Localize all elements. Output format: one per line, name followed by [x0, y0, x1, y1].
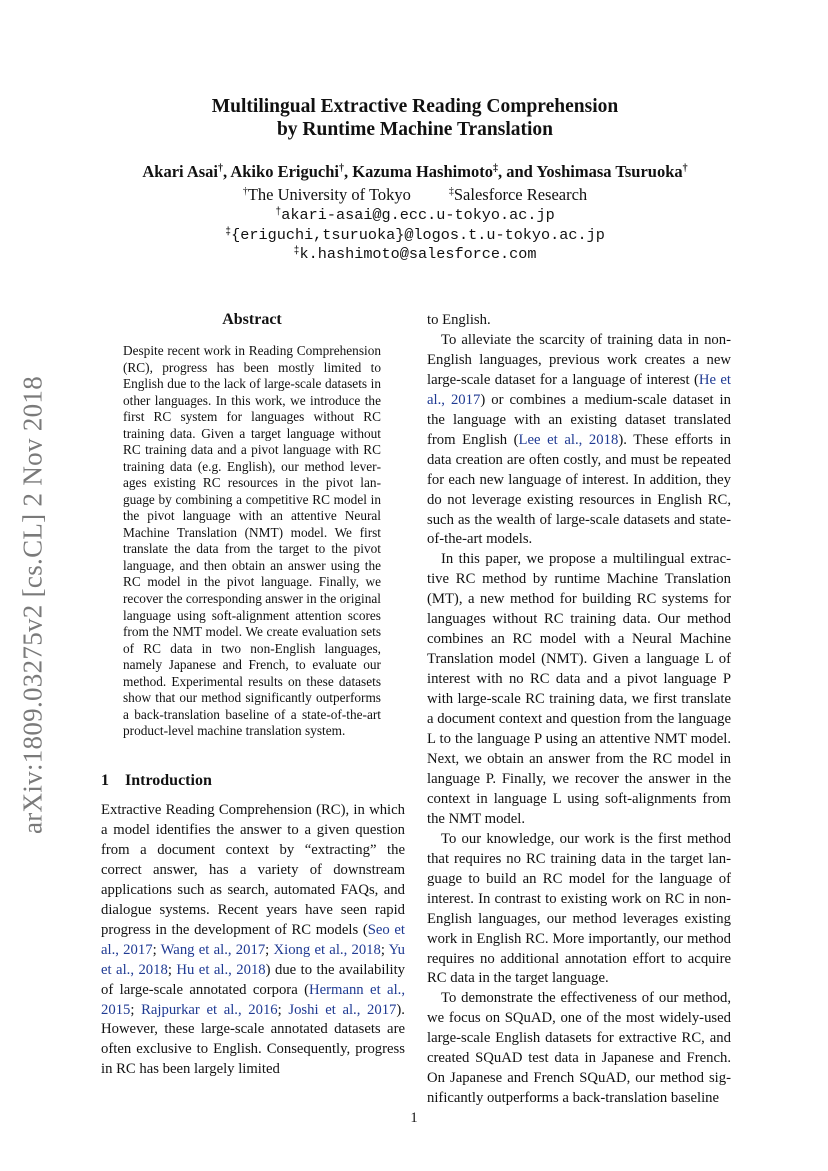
email-mark: †	[275, 207, 282, 218]
email-line	[100, 206, 730, 225]
citation-separator: ;	[265, 941, 274, 958]
citation-separator: ;	[130, 1001, 142, 1018]
author-mark: †	[218, 163, 223, 174]
right-column	[427, 311, 731, 1109]
author-mark: ‡	[492, 163, 498, 174]
email-address: {eriguchi,tsuruoka}@logos.t.u-tokyo.ac.jp	[231, 226, 605, 244]
email-mark: ‡	[225, 227, 232, 238]
paper-title-line-2: by Runtime Machine Translation	[276, 119, 554, 140]
section-title: Introduction	[125, 772, 212, 789]
paragraph-text: To alleviate the scarcity of training data in non-English languages, previous work creates a new large-scale dataset for a language of interest (	[427, 331, 731, 388]
paragraph	[427, 331, 731, 550]
citation-link[interactable]: Hermann et al., 2015	[101, 981, 405, 1018]
email-line	[100, 245, 730, 264]
citation-link[interactable]: Lee et al., 2018	[518, 431, 619, 448]
citation-link[interactable]: Wang et al., 2017	[160, 941, 266, 958]
paragraph: To demonstrate the effectiveness of our method, we focus on SQuAD, one of the most widely-used large-scale English datasets for extractive RC, and created SQuAD test data in Japanese and French. On Japanese and French SQuAD, our method significantly outperforms a back-translation baseline	[427, 990, 731, 1107]
citation-link[interactable]: Joshi et al., 2017	[288, 1001, 397, 1018]
abstract-heading: Abstract	[222, 311, 282, 328]
citation-link[interactable]: Hu et al., 2018	[176, 961, 266, 978]
citation-link[interactable]: Seo et al., 2017	[101, 921, 406, 958]
affiliation-name: Salesforce Research	[453, 185, 588, 204]
citation-link[interactable]: He et al., 2017	[427, 371, 731, 408]
affiliation-mark: ‡	[448, 186, 454, 197]
paragraph-text: ). However, these large-scale annotated datasets are often exclusive to English. Consequently, progress in RC has been largely limited	[101, 1001, 405, 1078]
arxiv-sidebar-stamp	[10, 365, 56, 845]
affiliations	[100, 185, 730, 205]
arxiv-identifier: arXiv:1809.03275v2 [cs.CL] 2 Nov 2018	[17, 375, 48, 835]
author-name: Yoshimasa Tsuruoka	[536, 162, 683, 181]
author-mark: †	[682, 163, 688, 174]
citation-separator: ;	[277, 1001, 289, 1018]
affiliation-mark: †	[242, 186, 248, 197]
paragraph-text: ). These efforts in data creation are often costly, and must be repeated for each new language of interest. In addition, they do not leverage existing resources in English RC, such as the wealth of large-scale datasets and state-of-the-art models.	[427, 431, 731, 548]
citation-link[interactable]: Xiong et al., 2018	[273, 941, 381, 958]
section-heading-introduction	[101, 772, 212, 790]
citation-link[interactable]: Rajpurkar et al., 2016	[141, 1001, 278, 1018]
paper-title	[100, 95, 730, 141]
paragraph-text: Extractive Reading Comprehension (RC), in which a model identifies the answer to a given question from a document context by “extracting” the correct answer, has a variety of downstream applications such as search, automated FAQs, and dialogue systems. Recent years have seen rapid progress in the development of RC models (	[101, 802, 405, 938]
page-number: 1	[410, 1110, 418, 1126]
paragraph: To our knowledge, our work is the first method that requires no RC training data in the target language to build an RC model for the language of interest. In contrast to existing work on RC in non-English languages, our method leverages existing work in English RC. More importantly, our method requires no additional annotation effort to acquire RC data in the target language.	[427, 830, 731, 987]
paragraph-continuation: to English.	[427, 312, 491, 328]
email-address: akari-asai@g.ecc.u-tokyo.ac.jp	[281, 206, 555, 224]
author-name: Akari Asai	[142, 162, 218, 181]
section-number: 1	[101, 772, 109, 789]
abstract-body: Despite recent work in Reading Comprehension (RC), progress has been mostly limited to English due to the lack of large-scale datasets in other languages. In this work, we introduce the first RC system for languages without RC training data. Given a target language without RC training data and a pivot language with RC training data (e.g. English), our method leverages existing RC resources in the pivot language by combining a competitive RC model in the pivot language with an attentive Neural Machine Translation (NMT) model. We first translate the data from the target to the pivot language, and then obtain an answer using the RC model in the pivot language. Finally, we recover the corresponding answer in the original language using soft-alignment attention scores from the NMT model. We create evaluation sets of RC data in two non-English languages, namely Japanese and French, to evaluate our method. Experimental results on these datasets show that our method significantly outperforms a back-translation baseline of a state-of-the-art product-level machine translation system.	[123, 343, 381, 739]
citation-separator: ;	[167, 961, 177, 978]
paper-title-line-1: Multilingual Extractive Reading Comprehension	[211, 96, 619, 117]
author-mark: †	[339, 163, 344, 174]
email-mark: ‡	[293, 246, 300, 257]
affiliation-name: The University of Tokyo	[247, 185, 411, 204]
citation-separator: ;	[152, 941, 161, 958]
citation-separator: ;	[380, 941, 389, 958]
author-name: Akiko Eriguchi	[230, 162, 339, 181]
introduction-body	[101, 801, 405, 1080]
email-address: k.hashimoto@salesforce.com	[299, 245, 537, 263]
paragraph: In this paper, we propose a multilingual extractive RC method by runtime Machine Translation (MT), a new method for building RC systems for languages without RC training data. Our method combines an RC model with a Neural Machine Translation model (NMT). Given a language L of interest with no RC data and a pivot language P with large-scale RC training data, we first translate a document context and question from the language L to the language P using an attentive NMT model. Next, we obtain an answer from the RC model in language P. Finally, we recover the answer in the context in language L using soft-alignments from the NMT model.	[427, 551, 731, 827]
paragraph-text: ) or combines a medium-scale dataset in the language with an existing dataset translated from English (	[427, 391, 731, 448]
citation-link[interactable]: Yu et al., 2018	[101, 941, 405, 978]
author-list: Akari Asai†, Akiko Eriguchi†, Kazuma Hashimoto‡, and Yoshimasa Tsuruoka†	[142, 162, 688, 181]
author-name: Kazuma Hashimoto	[352, 162, 493, 181]
paragraph	[101, 801, 405, 1080]
paragraph-text: ) due to the availability of large-scale annotated corpora (	[101, 961, 406, 998]
email-line	[100, 226, 730, 245]
